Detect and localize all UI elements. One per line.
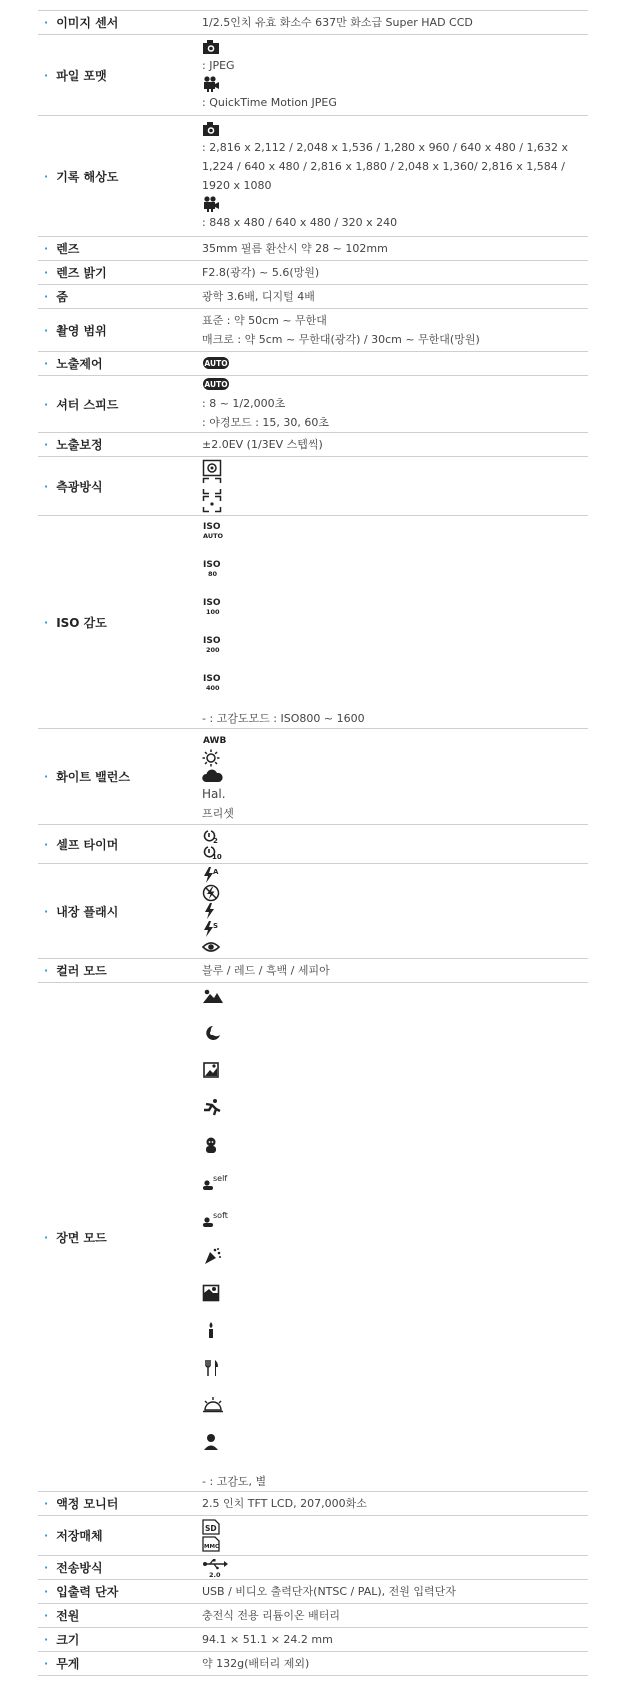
row-value <box>202 1628 588 1651</box>
row-metering <box>38 457 588 516</box>
value-text: : JPEG <box>202 59 235 72</box>
row-value <box>202 237 588 260</box>
label-text: ISO 감도 <box>56 615 107 630</box>
row-value <box>202 864 588 958</box>
row-label: · 크기 <box>44 1633 80 1647</box>
row-file-format <box>38 35 588 116</box>
row-value <box>202 1516 588 1555</box>
row-label: · 이미지 센서 <box>44 16 119 30</box>
row-label: · 파일 포맷 <box>44 68 107 83</box>
row-lens <box>38 237 588 261</box>
value-text: 35mm 필름 환산시 약 28 ~ 102mm <box>202 242 388 255</box>
sunset-icon <box>202 1396 588 1433</box>
svg-text:200: 200 <box>206 646 220 654</box>
child-icon <box>202 1136 588 1173</box>
value-text: 94.1 × 51.1 × 24.2 mm <box>202 1633 333 1646</box>
row-label: · 렌즈 밝기 <box>44 266 107 280</box>
row-value <box>202 1556 588 1579</box>
label-text: 전송방식 <box>56 1561 103 1575</box>
spec-table <box>38 0 588 1676</box>
label-text: 화이트 밸런스 <box>56 770 130 784</box>
row-label: · 렌즈 <box>44 242 80 256</box>
mmc-card-icon <box>202 1536 588 1553</box>
label-text: 크기 <box>56 1633 80 1647</box>
landscape-icon <box>202 987 588 1024</box>
row-size <box>38 1628 588 1652</box>
row-label: · 무게 <box>44 1657 80 1671</box>
cloudy-icon <box>202 767 588 785</box>
svg-text:self: self <box>213 1173 228 1183</box>
row-flash <box>38 864 588 959</box>
row-label: · 셔터 스피드 <box>44 397 119 412</box>
value-text: : 야경모드 : 15, 30, 60초 <box>202 416 330 429</box>
label-text: 컬러 모드 <box>56 964 107 978</box>
row-value <box>202 1652 588 1675</box>
svg-text:soft: soft <box>213 1210 228 1220</box>
row-value <box>202 116 588 236</box>
svg-text:AUTO: AUTO <box>203 532 224 540</box>
row-value <box>202 959 588 982</box>
row-value <box>202 729 588 824</box>
row-white-balance <box>38 729 588 825</box>
value-text: 1/2.5인치 유효 화소수 637만 화소급 Super HAD CCD <box>202 16 473 29</box>
label-text: 촬영 범위 <box>56 323 107 338</box>
svg-text:ISO: ISO <box>203 598 221 608</box>
soft-skin-icon <box>202 1210 588 1247</box>
label-text: 셀프 타이머 <box>56 837 119 852</box>
iso-100-icon <box>202 595 588 633</box>
label-text: 기록 해상도 <box>56 169 119 184</box>
svg-text:100: 100 <box>206 608 220 616</box>
value-text: - : 고감도모드 : ISO800 ~ 1600 <box>202 712 365 725</box>
row-label: · 전송방식 <box>44 1561 103 1575</box>
row-power <box>38 1604 588 1628</box>
row-value <box>202 309 588 351</box>
label-text: 내장 플래시 <box>56 904 119 919</box>
svg-text:ISO: ISO <box>203 674 221 684</box>
row-lcd <box>38 1492 588 1516</box>
label-text: 액정 모니터 <box>56 1497 119 1511</box>
movie-camera-icon <box>202 75 588 93</box>
value-text: : 848 x 480 / 640 x 480 / 320 x 240 <box>202 216 398 229</box>
row-label: · 입출력 단자 <box>44 1585 119 1599</box>
daylight-icon <box>202 749 588 767</box>
candle-icon <box>202 1321 588 1358</box>
iso-80-icon <box>202 557 588 595</box>
row-value <box>202 352 588 375</box>
value-text: 2.5 인치 TFT LCD, 207,000화소 <box>202 1497 367 1510</box>
portrait-night-icon <box>202 1024 588 1061</box>
label-text: 무게 <box>56 1657 80 1671</box>
iso-auto-icon <box>202 519 588 557</box>
row-label: · 기록 해상도 <box>44 169 119 184</box>
row-exposure-control <box>38 352 588 376</box>
value-text: 광학 3.6배, 디지털 4배 <box>202 290 315 303</box>
camera-icon <box>202 120 588 138</box>
spot-metering-icon <box>202 459 588 477</box>
flash-slow-sync-icon <box>202 920 588 938</box>
svg-text:AUTO: AUTO <box>204 358 228 368</box>
row-value <box>202 983 588 1491</box>
svg-text:2: 2 <box>213 837 218 844</box>
row-label: · 저장매체 <box>44 1529 103 1543</box>
center-weighted-icon <box>202 495 588 513</box>
row-label: · 노출제어 <box>44 357 103 371</box>
iso-200-icon <box>202 633 588 671</box>
auto-mode-icon <box>202 376 588 394</box>
value-text: : QuickTime Motion JPEG <box>202 96 337 109</box>
row-shooting-range <box>38 309 588 352</box>
sd-card-icon <box>202 1519 588 1536</box>
row-value <box>202 457 588 515</box>
svg-text:MMC: MMC <box>204 1543 219 1550</box>
svg-text:2.0: 2.0 <box>209 1570 221 1578</box>
row-exposure-compensation <box>38 433 588 457</box>
timer-2s-icon <box>202 828 588 844</box>
value-text: USB / 비디오 출력단자(NTSC / PAL), 전원 입력단자 <box>202 1585 456 1598</box>
row-value <box>202 261 588 284</box>
row-weight <box>38 1652 588 1676</box>
row-label: · 측광방식 <box>44 479 103 494</box>
person-icon <box>202 1433 588 1470</box>
value-text: ±2.0EV (1/3EV 스텝씩) <box>202 438 323 451</box>
row-aperture <box>38 261 588 285</box>
row-label: · 내장 플래시 <box>44 904 119 919</box>
halogen-text: Hal. <box>202 786 226 801</box>
row-shutter-speed <box>38 376 588 433</box>
party-icon <box>202 1247 588 1284</box>
value-text: : 2,816 x 2,112 / 2,048 x 1,536 / 1,280 x 960 / 640 x 480 / 1,632 x 1,224 / 640 x 480 / 2,816 x 1,880 / 2,048 x 1,360/ 2,816 x 1,584 / 1920 x 1080 <box>202 141 568 192</box>
label-text: 렌즈 밝기 <box>56 266 107 280</box>
svg-text:ISO: ISO <box>203 560 221 570</box>
row-transfer <box>38 1556 588 1580</box>
row-label: · 줌 <box>44 290 68 304</box>
night-scene-icon <box>202 1061 588 1098</box>
svg-text:ISO: ISO <box>203 522 221 532</box>
value-text: 프리셋 <box>202 806 234 820</box>
label-text: 파일 포맷 <box>56 68 107 83</box>
row-io-ports <box>38 1580 588 1604</box>
row-value <box>202 433 588 456</box>
svg-text:S: S <box>213 922 219 930</box>
row-label: · 화이트 밸런스 <box>44 770 130 784</box>
row-label: · 액정 모니터 <box>44 1497 119 1511</box>
row-label: · 장면 모드 <box>44 1230 107 1245</box>
value-text: 매크로 : 약 5cm ~ 무한대(광각) / 30cm ~ 무한대(망원) <box>202 333 480 346</box>
awb-icon <box>202 731 588 749</box>
value-text: 약 132g(배터리 제외) <box>202 1657 310 1670</box>
red-eye-icon <box>202 938 588 956</box>
flash-auto-icon <box>202 866 588 884</box>
label-text: 전원 <box>56 1609 80 1623</box>
row-value <box>202 1580 588 1603</box>
iso-400-icon <box>202 671 588 709</box>
row-storage <box>38 1516 588 1556</box>
flash-off-icon <box>202 884 588 902</box>
row-zoom <box>38 285 588 309</box>
value-text: F2.8(광각) ~ 5.6(망원) <box>202 266 320 279</box>
label-text: 렌즈 <box>56 242 80 256</box>
timer-10s-icon <box>202 844 588 860</box>
auto-mode-icon <box>202 355 588 373</box>
row-label: · ISO 감도 <box>44 615 107 630</box>
row-value <box>202 1492 588 1515</box>
row-label: · 컬러 모드 <box>44 964 107 978</box>
row-label: · 노출보정 <box>44 438 103 452</box>
row-self-timer <box>38 825 588 864</box>
svg-text:SD: SD <box>205 1523 217 1533</box>
label-text: 이미지 센서 <box>56 16 119 30</box>
usb-icon <box>202 1558 588 1578</box>
self-portrait-icon <box>202 1173 588 1210</box>
svg-text:80: 80 <box>208 570 218 578</box>
row-value <box>202 35 588 115</box>
row-value <box>202 516 588 728</box>
svg-text:10: 10 <box>212 853 222 860</box>
row-label: · 전원 <box>44 1609 80 1623</box>
row-resolution <box>38 116 588 237</box>
svg-text:400: 400 <box>206 684 220 692</box>
top-divider <box>38 0 588 11</box>
camera-icon <box>202 38 588 56</box>
row-value <box>202 11 588 34</box>
row-iso <box>38 516 588 729</box>
label-text: 노출보정 <box>56 438 103 452</box>
row-color-mode <box>38 959 588 983</box>
label-text: 줌 <box>56 290 68 304</box>
value-text: 블루 / 레드 / 흑백 / 세피아 <box>202 964 330 977</box>
label-text: 입출력 단자 <box>56 1585 119 1599</box>
value-text: : 8 ~ 1/2,000초 <box>202 397 286 410</box>
svg-text:AWB: AWB <box>203 735 227 746</box>
row-scene-mode <box>38 983 588 1492</box>
label-text: 셔터 스피드 <box>56 397 119 412</box>
value-text: 충전식 전용 리튬이온 배터리 <box>202 1609 341 1622</box>
svg-text:AUTO: AUTO <box>204 380 228 389</box>
row-label: · 셀프 타이머 <box>44 837 119 852</box>
svg-text:ISO: ISO <box>203 636 221 646</box>
row-image-sensor <box>38 11 588 35</box>
svg-text:A: A <box>213 868 219 876</box>
backlight-icon <box>202 1284 588 1321</box>
row-value <box>202 825 588 863</box>
label-text: 노출제어 <box>56 357 103 371</box>
row-value <box>202 285 588 308</box>
row-label: · 촬영 범위 <box>44 323 107 338</box>
row-value <box>202 1604 588 1627</box>
value-text: - : 고감도, 별 <box>202 1475 267 1489</box>
label-text: 측광방식 <box>56 479 103 494</box>
sports-icon <box>202 1098 588 1135</box>
value-text: 표준 : 약 50cm ~ 무한대 <box>202 314 327 327</box>
label-text: 장면 모드 <box>56 1230 107 1245</box>
food-icon <box>202 1359 588 1396</box>
movie-camera-icon <box>202 195 588 213</box>
multi-metering-icon <box>202 477 588 495</box>
label-text: 저장매체 <box>56 1529 103 1543</box>
row-value <box>202 376 588 432</box>
flash-on-icon <box>202 902 588 920</box>
